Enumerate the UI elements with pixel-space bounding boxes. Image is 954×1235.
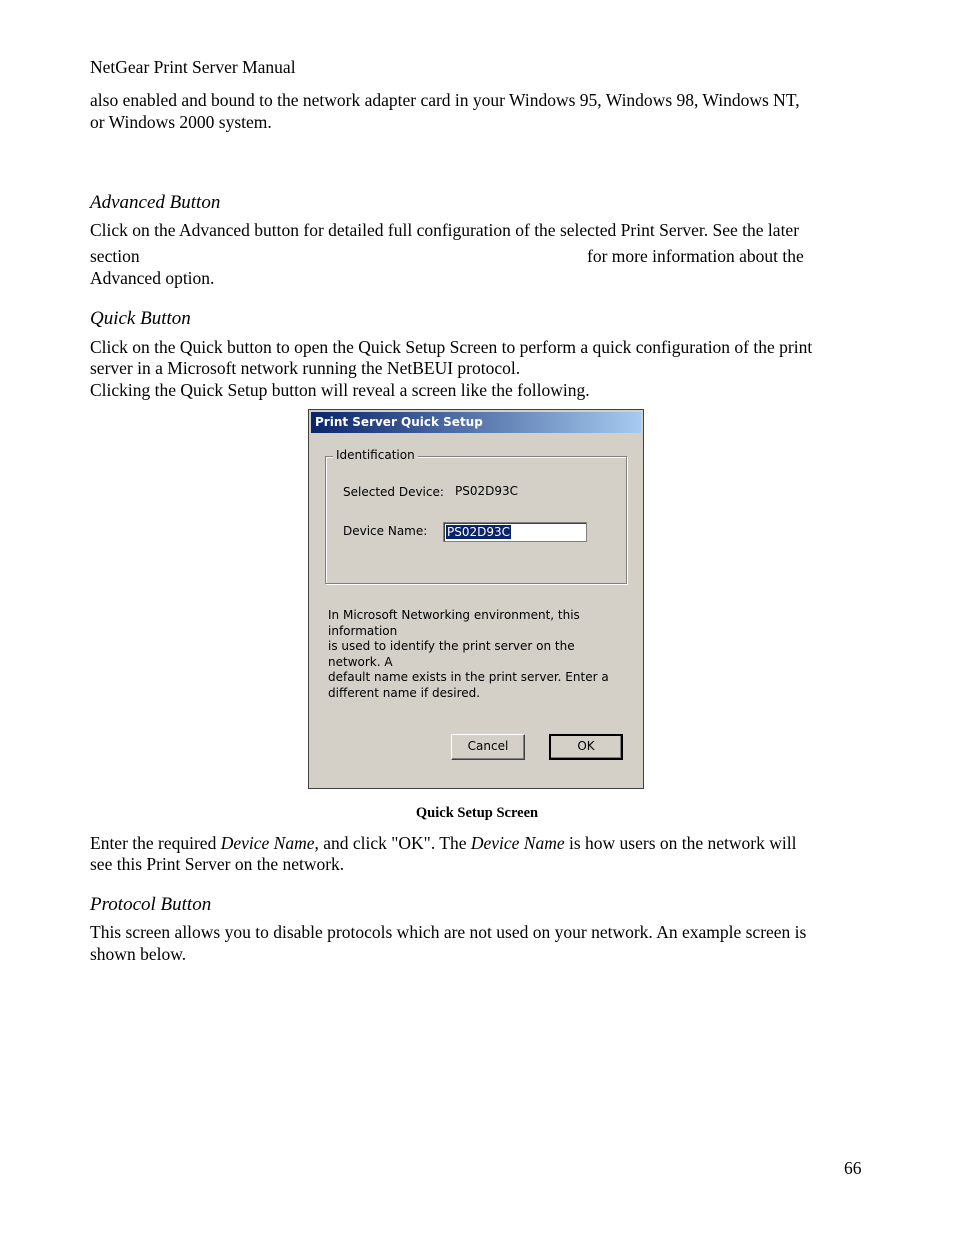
device-name-label: Device Name: bbox=[343, 524, 428, 538]
advanced-line-3: Advanced option. bbox=[90, 268, 215, 288]
quick-heading: Quick Button bbox=[90, 308, 191, 329]
dialog-info-text bbox=[328, 608, 628, 701]
running-header: NetGear Print Server Manual bbox=[90, 57, 296, 77]
advanced-line-2b: for more information about the bbox=[587, 246, 804, 266]
device-name-selected-text: PS02D93C bbox=[447, 525, 511, 539]
intro-line-1: also enabled and bound to the network adapter card in your Windows 95, Windows 98, Windows NT, bbox=[90, 90, 800, 110]
enter-text-2: , and click "OK". The bbox=[314, 833, 471, 853]
cancel-button[interactable]: Cancel bbox=[451, 734, 525, 760]
info-line-2: is used to identify the print server on the network. A bbox=[328, 639, 575, 669]
quick-line-1: Click on the Quick button to open the Quick Setup Screen to perform a quick configuration of the print bbox=[90, 337, 813, 357]
ok-button[interactable]: OK bbox=[549, 734, 623, 760]
device-name-input[interactable] bbox=[443, 522, 587, 542]
enter-em-2: Device Name bbox=[470, 833, 565, 853]
enter-text-1: Enter the required bbox=[90, 833, 221, 853]
advanced-line-2a: section bbox=[90, 246, 140, 266]
enter-line-1 bbox=[90, 832, 796, 854]
selected-device-label: Selected Device: bbox=[343, 485, 444, 499]
advanced-line-1: Click on the Advanced button for detailed full configuration of the selected Print Server. See the later bbox=[90, 220, 800, 240]
enter-text-3: is how users on the network will bbox=[564, 833, 797, 853]
protocol-line-2: shown below. bbox=[90, 944, 187, 964]
protocol-line-1: This screen allows you to disable protocols which are not used on your network. An example screen is bbox=[90, 922, 807, 942]
quick-setup-dialog bbox=[308, 409, 644, 789]
quick-line-2: server in a Microsoft network running the NetBEUI protocol. bbox=[90, 358, 521, 378]
info-line-4: different name if desired. bbox=[328, 685, 481, 700]
info-line-3: default name exists in the print server. Enter a bbox=[328, 670, 609, 684]
identification-groupbox bbox=[325, 456, 627, 584]
info-line-1: In Microsoft Networking environment, this information bbox=[328, 608, 580, 638]
dialog-title: Print Server Quick Setup bbox=[315, 415, 483, 429]
dialog-titlebar bbox=[311, 412, 641, 433]
page-number: 66 bbox=[844, 1158, 862, 1178]
quick-line-3: Clicking the Quick Setup button will reveal a screen like the following. bbox=[90, 380, 590, 400]
selected-device-value: PS02D93C bbox=[455, 484, 519, 498]
figure-caption: Quick Setup Screen bbox=[415, 805, 539, 821]
identification-label: Identification bbox=[333, 448, 418, 462]
enter-line-2: see this Print Server on the network. bbox=[90, 854, 345, 874]
advanced-heading: Advanced Button bbox=[90, 192, 221, 213]
intro-line-2: or Windows 2000 system. bbox=[90, 112, 272, 132]
protocol-heading: Protocol Button bbox=[90, 894, 212, 915]
enter-em-1: Device Name bbox=[220, 833, 315, 853]
